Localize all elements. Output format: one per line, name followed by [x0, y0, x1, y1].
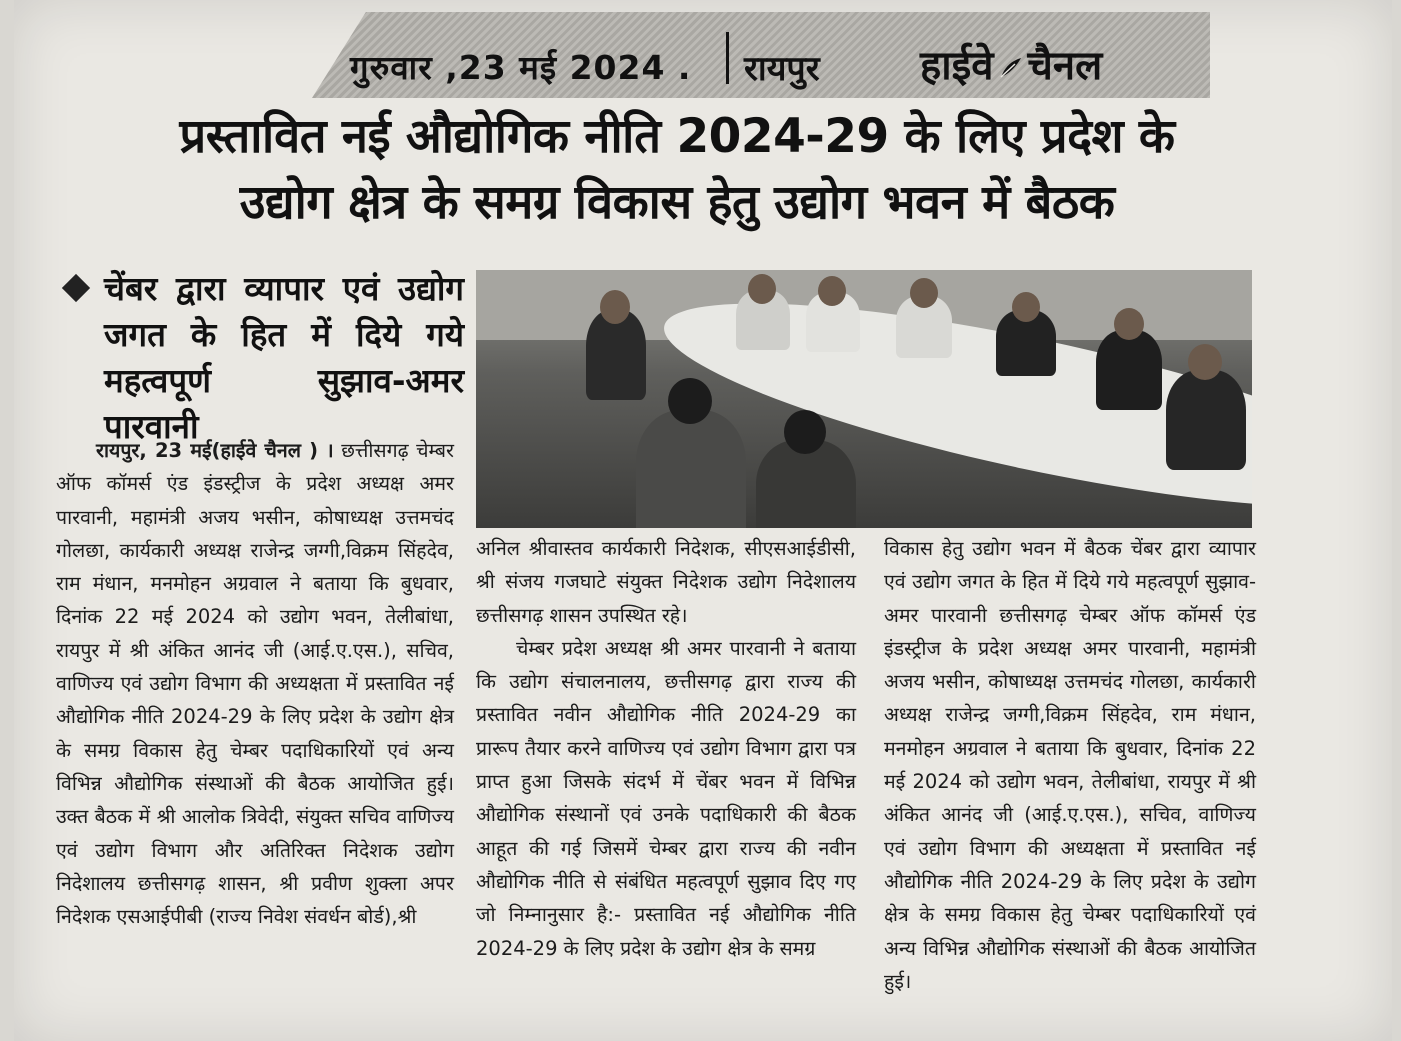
photo-head: [748, 274, 776, 304]
meeting-photo: [476, 270, 1252, 528]
brand-left: हाईवे: [920, 43, 994, 89]
photo-head: [784, 410, 826, 454]
article-col2-para-2: चेम्बर प्रदेश अध्यक्ष श्री अमर पारवानी ने बताया कि उद्योग संचालनालय, छत्तीसगढ़ द्वारा राज्य की प्रस्तावित नवीन औद्योगिक नीति 2024-29 का प्रारूप तैयार करने वाणिज्य एवं उद्योग विभाग द्वारा पत्र प्राप्त हुआ जिसके संदर्भ में चेंबर भवन में विभिन्न औद्योगिक संस्थानों एवं उनके पदाधिकारी की बैठक आहूत की गई जिसमें चेम्बर द्वारा राज्य की नवीन औद्योगिक नीति से संबंधित महत्वपूर्ण सुझाव दिए गए जो निम्नानुसार है:- प्रस्तावित नई औद्योगिक नीति 2024-29 के लिए प्रदेश के उद्योग क्षेत्र के समग्र: [476, 636, 856, 960]
subheadline: चेंबर द्वारा व्यापार एवं उद्योग जगत के हित में दिये गये महत्वपूर्ण सुझाव-अमर पारवानी: [104, 269, 464, 446]
article-col2-para-1: अनिल श्रीवास्तव कार्यकारी निदेशक, सीएसआईडीसी, श्री संजय गजघाटे संयुक्त निदेशक उद्योग निदेशालय छत्तीसगढ़ शासन उपस्थित रहे।: [476, 537, 856, 627]
photo-person: [1096, 330, 1162, 410]
photo-head: [910, 278, 938, 308]
headline: [62, 104, 1292, 236]
photo-head: [600, 290, 630, 324]
masthead-brand: [920, 36, 1102, 91]
photo-head: [668, 378, 712, 424]
feather-icon: [997, 55, 1023, 81]
photo-person: [636, 410, 746, 528]
headline-line-2: उद्योग क्षेत्र के समग्र विकास हेतु उद्योग भवन में बैठक: [239, 175, 1115, 230]
photo-head: [1114, 308, 1144, 340]
photo-head: [1012, 292, 1040, 322]
article-column-2: [476, 532, 856, 965]
article-col1-text: छत्तीसगढ़ चेम्बर ऑफ कॉमर्स एंड इंडस्ट्रीज के प्रदेश अध्यक्ष अमर पारवानी, महामंत्री अजय भसीन, कोषाध्यक्ष उत्तमचंद गोलछा, कार्यकारी अध्यक्ष राजेन्द्र जग्गी,विक्रम सिंहदेव, राम मंधान, मनमोहन अग्रवाल ने बताया कि बुधवार, दिनांक 22 मई 2024 को उद्योग भवन, तेलीबांधा, रायपुर में श्री अंकित आनंद जी (आई.ए.एस.), सचिव, वाणिज्य एवं उद्योग विभाग की अध्यक्षता में प्रस्तावित नई औद्योगिक नीति 2024-29 के लिए प्रदेश के उद्योग क्षेत्र के समग्र विकास हेतु चेम्बर पदाधिकारियों एवं अन्य विभिन्न औद्योगिक संस्थाओं की बैठक आयोजित हुई। उक्त बैठक में श्री आलोक त्रिवेदी, संयुक्त सचिव वाणिज्य एवं उद्योग विभाग और अतिरिक्त निदेशक उद्योग निदेशालय छत्तीसगढ़ शासन, श्री प्रवीण शुक्ला अपर निदेशक एसआईपीबी (राज्य निवेश संवर्धन बोर्ड),श्री: [56, 439, 454, 929]
headline-line-1: प्रस्तावित नई औद्योगिक नीति 2024-29 के लिए प्रदेश के: [179, 109, 1175, 164]
article-col3-text: विकास हेतु उद्योग भवन में बैठक चेंबर द्वारा व्यापार एवं उद्योग जगत के हित में दिये गये महत्वपूर्ण सुझाव- अमर पारवानी छत्तीसगढ़ चेम्बर ऑफ कॉमर्स एंड इंडस्ट्रीज के प्रदेश अध्यक्ष अमर पारवानी, महामंत्री अजय भसीन, कोषाध्यक्ष उत्तमचंद गोलछा, कार्यकारी अध्यक्ष राजेन्द्र जग्गी,विक्रम सिंहदेव, राम मंधान, मनमोहन अग्रवाल ने बताया कि बुधवार, दिनांक 22 मई 2024 को उद्योग भवन, तेलीबांधा, रायपुर में श्री अंकित आनंद जी (आई.ए.एस.), सचिव, वाणिज्य एवं उद्योग विभाग की अध्यक्षता में प्रस्तावित नई औद्योगिक नीति 2024-29 के लिए प्रदेश के उद्योग क्षेत्र के समग्र विकास हेतु चेम्बर पदाधिकारियों एवं अन्य विभिन्न औद्योगिक संस्थाओं की बैठक आयोजित हुई।: [884, 537, 1256, 993]
article-column-1: [56, 434, 454, 933]
brand-right: चैनल: [1027, 43, 1103, 89]
masthead-city: रायपुर: [744, 49, 820, 89]
photo-person: [1166, 370, 1246, 470]
masthead-divider: [726, 32, 729, 84]
masthead-date: गुरुवार ,23 मई 2024 .: [350, 48, 692, 87]
photo-head: [818, 276, 846, 306]
article-dateline: रायपुर, 23 मई(हाईवे चैनल ) ।: [96, 439, 334, 462]
photo-head: [1188, 344, 1222, 380]
article-column-3: [884, 532, 1256, 998]
